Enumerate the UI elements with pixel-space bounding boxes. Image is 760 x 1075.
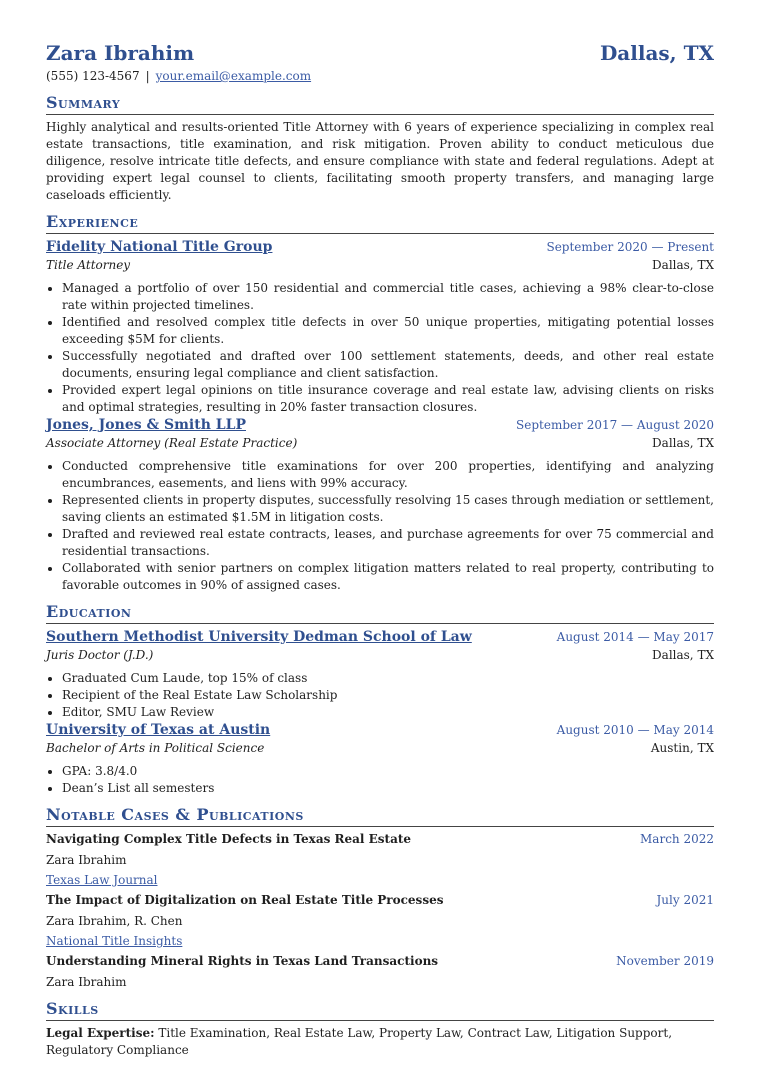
- publication-title: Navigating Complex Title Defects in Texas Real Estate: [46, 832, 412, 846]
- employer-link[interactable]: Fidelity National Title Group: [46, 239, 273, 255]
- section-title-skills: Skills: [46, 999, 714, 1021]
- contact-line: [46, 68, 714, 85]
- candidate-location: Dallas, TX: [599, 41, 714, 65]
- employer-link[interactable]: Jones, Jones & Smith LLP: [46, 417, 246, 433]
- highlight-item: • Graduated Cum Laude, top 15% of class: [62, 670, 714, 687]
- job-location: Dallas, TX: [652, 258, 714, 272]
- education-entry: [46, 721, 714, 797]
- publication-entry: [46, 892, 714, 950]
- section-title-summary: Summary: [46, 93, 714, 115]
- publication-date: November 2019: [616, 954, 714, 968]
- summary-text: Highly analytical and results-oriented Title Attorney with 6 years of experience specializing in complex real estate transactions, title examination, and risk mitigation. Proven ability to conduct meticulous due diligence, resolve intricate title defects, and ensure compliance with state and federal regulations. Adept at providing expert legal counsel to clients, facilitating smooth property transfers, and managing large caseloads efficiently.: [46, 120, 714, 202]
- email-link[interactable]: your.email@example.com: [155, 69, 312, 83]
- job-location: Dallas, TX: [652, 436, 714, 450]
- section-title-education: Education: [46, 602, 714, 624]
- skills-label: Legal Expertise:: [46, 1026, 155, 1040]
- candidate-name: Zara Ibrahim: [46, 41, 195, 65]
- experience-entry: [46, 238, 714, 416]
- achievement-item: • Collaborated with senior partners on complex litigation matters related to real property, contributing to favorable outcomes in 90% of assigned cases.: [62, 560, 714, 594]
- employment-dates: September 2020 — Present: [546, 240, 714, 254]
- phone-number: (555) 123-4567: [46, 69, 140, 83]
- education-highlights: [46, 763, 714, 797]
- achievement-item: • Successfully negotiated and drafted over 100 settlement statements, deeds, and other real estate documents, ensuring legal compliance and client satisfaction.: [62, 348, 714, 382]
- achievement-list: [46, 458, 714, 594]
- publication-authors: Zara Ibrahim, R. Chen: [46, 914, 183, 928]
- job-title: Associate Attorney (Real Estate Practice): [46, 436, 298, 450]
- school-location: Dallas, TX: [652, 648, 714, 662]
- experience-entry: [46, 416, 714, 594]
- publication-authors: Zara Ibrahim: [46, 975, 127, 989]
- resume-header: [46, 40, 714, 66]
- education-dates: August 2010 — May 2014: [556, 723, 714, 737]
- highlight-item: • GPA: 3.8/4.0: [62, 763, 714, 780]
- achievement-list: [46, 280, 714, 416]
- skills-line: [46, 1025, 714, 1059]
- section-title-publications: Notable Cases & Publications: [46, 805, 714, 827]
- achievement-item: • Drafted and reviewed real estate contracts, leases, and purchase agreements for over 75 commercial and residential transactions.: [62, 526, 714, 560]
- school-location: Austin, TX: [650, 741, 714, 755]
- achievement-item: • Provided expert legal opinions on title insurance coverage and real estate law, advising clients on risks and optimal strategies, resulting in 20% faster transaction closures.: [62, 382, 714, 416]
- publication-title: The Impact of Digitalization on Real Estate Title Processes: [46, 893, 444, 907]
- achievement-item: • Conducted comprehensive title examinations for over 200 properties, identifying and analyzing encumbrances, easements, and liens with 99% accuracy.: [62, 458, 714, 492]
- achievement-item: • Identified and resolved complex title defects in over 50 unique properties, mitigating potential losses exceeding $5M for clients.: [62, 314, 714, 348]
- degree-name: Juris Doctor (J.D.): [46, 648, 154, 662]
- school-link[interactable]: Southern Methodist University Dedman School of Law: [46, 629, 472, 645]
- publication-date: March 2022: [640, 832, 714, 846]
- achievement-item: • Represented clients in property disputes, successfully resolving 15 cases through mediation or settlement, saving clients an estimated $1.5M in litigation costs.: [62, 492, 714, 526]
- school-link[interactable]: University of Texas at Austin: [46, 722, 271, 738]
- highlight-item: • Dean’s List all semesters: [62, 780, 714, 797]
- section-title-experience: Experience: [46, 212, 714, 234]
- education-entry: [46, 628, 714, 721]
- publication-title: Understanding Mineral Rights in Texas Land Transactions: [46, 954, 439, 968]
- employment-dates: September 2017 — August 2020: [516, 418, 714, 432]
- publication-date: July 2021: [656, 893, 714, 907]
- publication-entry: [46, 831, 714, 889]
- publication-venue-link[interactable]: Texas Law Journal: [46, 873, 158, 887]
- highlight-item: • Recipient of the Real Estate Law Scholarship: [62, 687, 714, 704]
- achievement-item: • Managed a portfolio of over 150 residential and commercial title cases, achieving a 98% clear-to-close rate within projected timelines.: [62, 280, 714, 314]
- contact-separator: |: [145, 69, 150, 83]
- education-highlights: [46, 670, 714, 721]
- degree-name: Bachelor of Arts in Political Science: [46, 741, 265, 755]
- skills-list: Title Examination, Real Estate Law, Property Law, Contract Law, Litigation Support, Regulatory Compliance: [46, 1026, 673, 1057]
- publication-authors: Zara Ibrahim: [46, 853, 127, 867]
- highlight-item: • Editor, SMU Law Review: [62, 704, 714, 721]
- education-dates: August 2014 — May 2017: [556, 630, 714, 644]
- publication-entry: [46, 953, 714, 991]
- job-title: Title Attorney: [46, 258, 131, 272]
- publication-venue-link[interactable]: National Title Insights: [46, 934, 183, 948]
